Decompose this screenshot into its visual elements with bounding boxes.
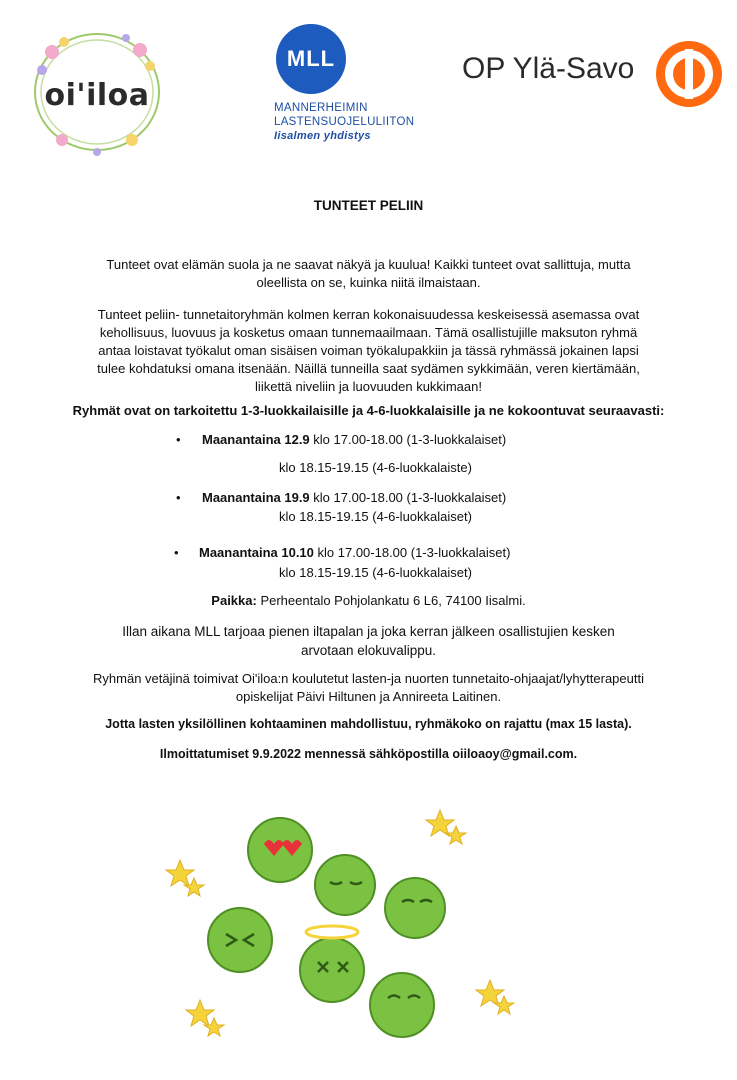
page-title: TUNTEET PELIIN — [313, 198, 424, 213]
alien-emojis-icon — [160, 790, 560, 1070]
description-line: liikettä niveliin ja luovuuden kukkimaan! — [255, 379, 482, 394]
session-time: klo 17.00-18.00 (1-3-luokkalaiset) — [313, 490, 507, 505]
bullet-icon: • — [176, 490, 181, 505]
leaders-line: Ryhmän vetäjinä toimivat Oi'iloa:n koulutetut lasten-ja nuorten tunnetaito-ohjaajat/lyhytterapeutti — [93, 671, 644, 686]
leaders-paragraph — [30, 670, 707, 706]
op-circle-icon — [656, 41, 722, 107]
op-logo-text: OP Ylä-Savo — [462, 52, 635, 85]
session-2 — [202, 490, 506, 505]
session-time: klo 17.00-18.00 (1-3-luokkalaiset) — [313, 432, 507, 447]
groups-heading: Ryhmät ovat on tarkoitettu 1-3-luokkailaisille ja 4-6-luokkalaisille ja ne kokoontuvat seuraavasti: — [72, 403, 665, 418]
description-line: kehollisuus, luovuus ja kosketus omaan tunnemaailmaan. Tämä osallistujille maksuton ryhmä — [99, 325, 638, 340]
place-value: Perheentalo Pohjolankatu 6 L6, 74100 Iisalmi. — [256, 593, 526, 608]
session-time: klo 17.00-18.00 (1-3-luokkalaiset) — [317, 545, 511, 560]
emoji-illustration — [160, 790, 560, 1070]
oiiloa-logo — [22, 22, 172, 162]
intro-line: Tunteet ovat elämän suola ja ne saavat näkyä ja kuulua! Kaikki tunteet ovat sallittuja, mutta — [106, 257, 631, 272]
mll-line-1: MANNERHEIMIN — [274, 102, 368, 114]
session-1-second-time: klo 18.15-19.15 (4-6-luokkalaiste) — [279, 460, 472, 475]
mll-line-2: LASTENSUOJELULIITON — [274, 116, 415, 128]
op-logo — [462, 38, 727, 112]
session-day: Maanantaina 12.9 — [202, 432, 310, 447]
session-1 — [202, 432, 506, 447]
snack-line: arvotaan elokuvalippu. — [300, 643, 437, 658]
place-line — [0, 593, 737, 608]
snack-paragraph — [30, 622, 707, 660]
group-size-note: Jotta lasten yksilöllinen kohtaaminen mahdollistuu, ryhmäkoko on rajattu (max 15 lasta). — [105, 717, 632, 731]
intro-line: oleellista on se, kuinka niitä ilmaistaan. — [256, 275, 481, 290]
snack-line: Illan aikana MLL tarjoaa pienen iltapalan ja joka kerran jälkeen osallistujien kesken — [122, 624, 615, 639]
description-line: Tunteet peliin- tunnetaitoryhmän kolmen kerran kokonaisuudessa keskeisessä asemassa ovat — [97, 307, 640, 322]
session-3 — [199, 545, 510, 560]
mll-line-3: Iisalmen yhdistys — [274, 130, 371, 142]
oiiloa-logo-text: oi'iloa — [44, 78, 150, 113]
mll-logo — [270, 24, 430, 144]
registration-note: Ilmoittatumiset 9.9.2022 mennessä sähköpostilla oiiloaoy@gmail.com. — [159, 747, 578, 761]
session-day: Maanantaina 10.10 — [199, 545, 314, 560]
leaders-line: opiskelijat Päivi Hiltunen ja Annireeta Laitinen. — [235, 689, 502, 704]
session-3-second-time: klo 18.15-19.15 (4-6-luokkalaiset) — [279, 565, 472, 580]
place-label: Paikka: — [211, 593, 257, 608]
description-line: tulee kohdatuksi omana itsenään. Näillä tunneilla saat sydämen sykkimään, veren kiertämään, — [97, 361, 640, 376]
description-paragraph — [30, 306, 707, 396]
session-day: Maanantaina 19.9 — [202, 490, 310, 505]
mll-badge: MLL — [276, 24, 346, 94]
bullet-icon: • — [174, 545, 179, 560]
description-line: antaa loistavat työkalut oman sisäisen voiman työkalupakkiin ja tässä ryhmässä jokainen lapsi — [98, 343, 639, 358]
session-2-second-time: klo 18.15-19.15 (4-6-luokkalaiset) — [279, 509, 472, 524]
intro-paragraph — [30, 256, 707, 292]
bullet-icon: • — [176, 432, 181, 447]
